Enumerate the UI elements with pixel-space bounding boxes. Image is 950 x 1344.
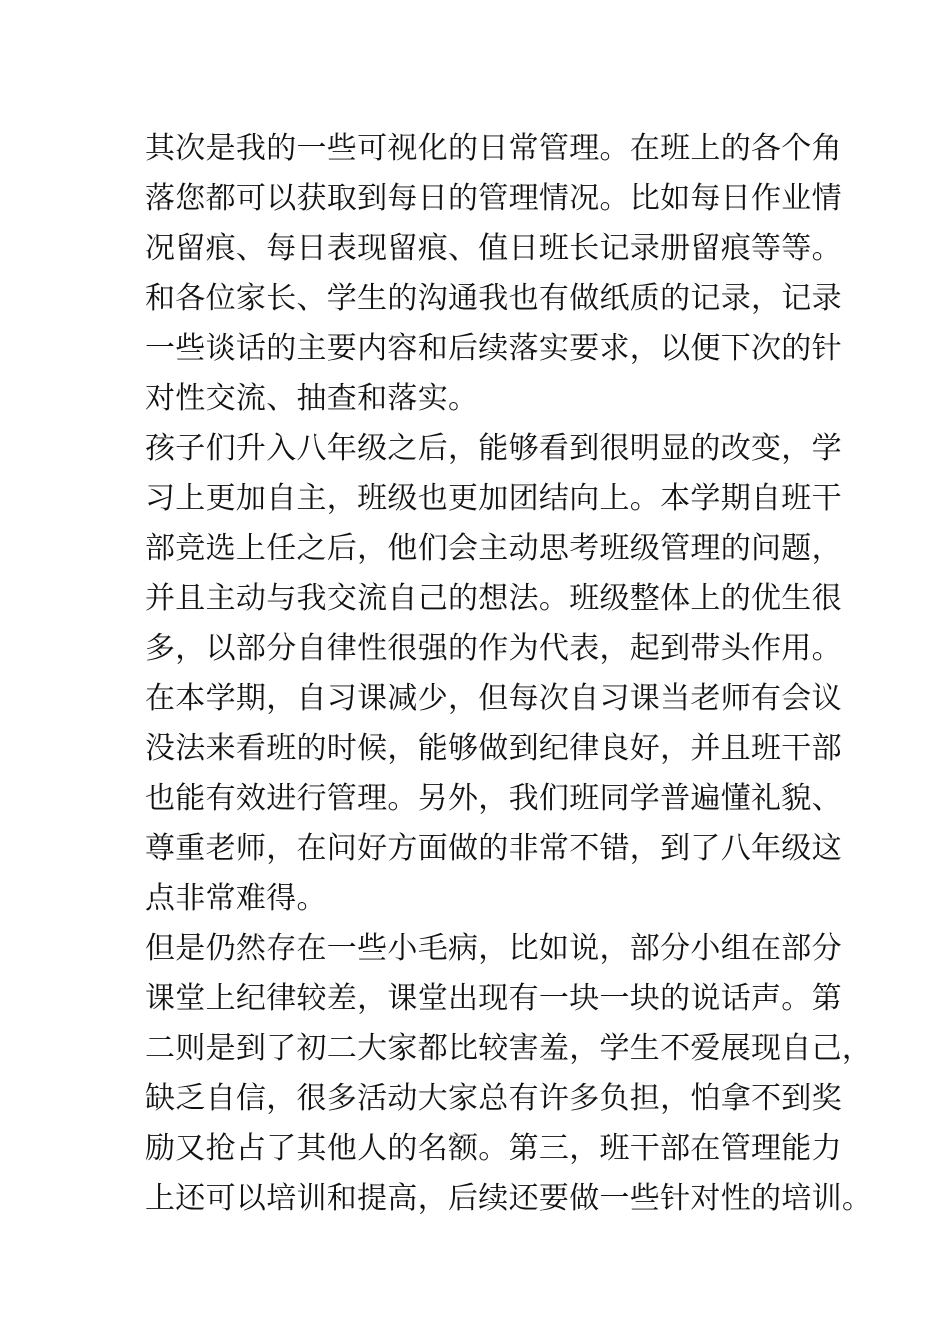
document-body [145, 124, 873, 1224]
text-line: 一些谈话的主要内容和后续落实要求，以便下次的针 [145, 331, 842, 366]
text-line: 上还可以培训和提高，后续还要做一些针对性的培训。 [145, 1181, 873, 1216]
text-line: 其次是我的一些可视化的日常管理。在班上的各个角 [145, 131, 842, 166]
text-line: 但是仍然存在一些小毛病，比如说，部分小组在部分 [145, 931, 842, 966]
text-line: 部竞选上任之后，他们会主动思考班级管理的问题， [145, 531, 842, 566]
text-line: 缺乏自信，很多活动大家总有许多负担，怕拿不到奖 [145, 1081, 842, 1116]
text-line: 孩子们升入八年级之后，能够看到很明显的改变，学 [145, 431, 842, 466]
text-line: 励又抢占了其他人的名额。第三，班干部在管理能力 [145, 1131, 842, 1166]
paragraph-remaining-issues [145, 924, 873, 1224]
text-line: 在本学期，自习课减少，但每次自习课当老师有会议 [145, 681, 842, 716]
text-line: 并且主动与我交流自己的想法。班级整体上的优生很 [145, 581, 842, 616]
text-line: 二则是到了初二大家都比较害羞，学生不爱展现自己， [145, 1031, 873, 1066]
text-line: 和各位家长、学生的沟通我也有做纸质的记录，记录 [145, 281, 842, 316]
text-line: 况留痕、每日表现留痕、值日班长记录册留痕等等。 [145, 231, 842, 266]
text-line: 对性交流、抽查和落实。 [145, 381, 479, 416]
text-line: 习上更加自主，班级也更加团结向上。本学期自班干 [145, 481, 842, 516]
paragraph-class-progress [145, 424, 842, 924]
text-line: 也能有效进行管理。另外，我们班同学普遍懂礼貌、 [145, 781, 842, 816]
text-line: 尊重老师，在问好方面做的非常不错，到了八年级这 [145, 831, 842, 866]
text-line: 课堂上纪律较差，课堂出现有一块一块的说话声。第 [145, 981, 842, 1016]
text-line: 多，以部分自律性很强的作为代表，起到带头作用。 [145, 631, 842, 666]
paragraph-daily-management [145, 124, 842, 424]
text-line: 点非常难得。 [145, 881, 327, 916]
text-line: 落您都可以获取到每日的管理情况。比如每日作业情 [145, 181, 842, 216]
text-line: 没法来看班的时候，能够做到纪律良好，并且班干部 [145, 731, 842, 766]
